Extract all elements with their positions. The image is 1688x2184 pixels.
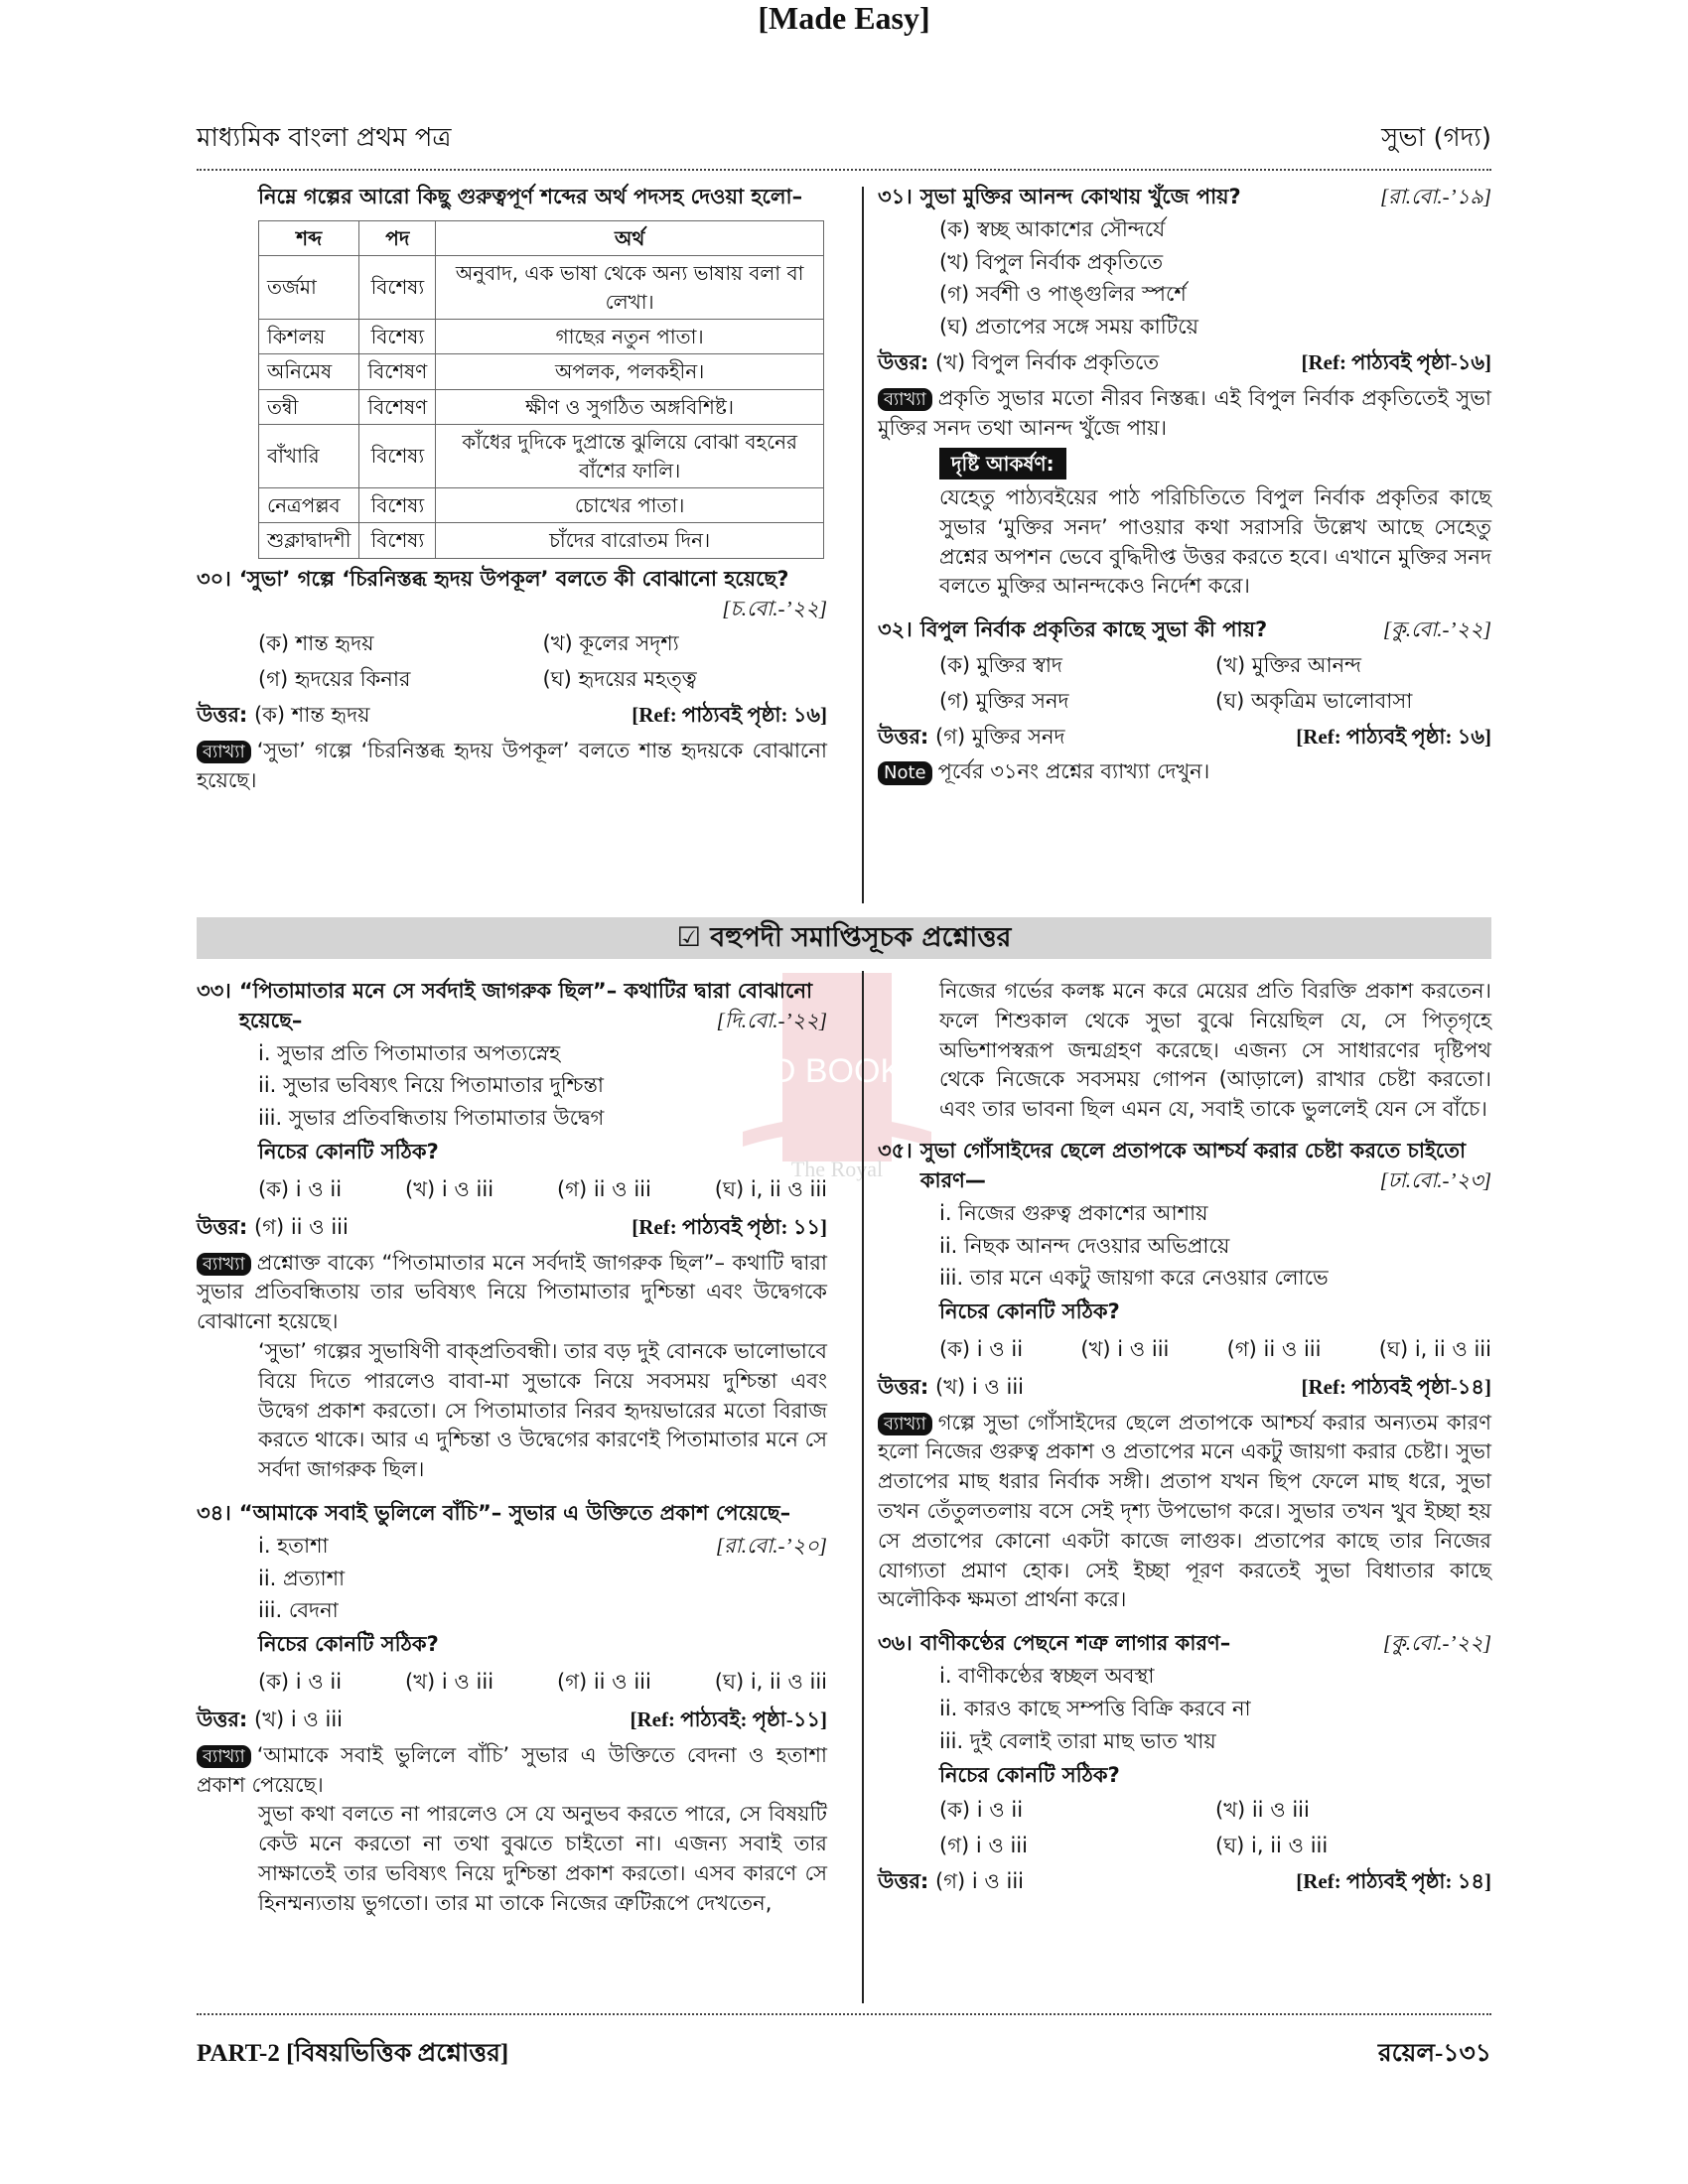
statement: i. বাণীকণ্ঠের স্বচ্ছল অবস্থা	[939, 1664, 1155, 1689]
question-text: “পিতামাতার মনে সে সর্বদাই জাগরুক ছিল”– কথাটির দ্বারা বোঝানো হয়েছে–	[238, 979, 813, 1032]
header-left: মাধ্যমিক বাংলা প্রথম পত্র	[197, 123, 452, 153]
question-source: [ঢা.বো.-’২৩]	[1379, 1167, 1491, 1192]
table-cell: কিশলয়	[259, 319, 359, 353]
statement: ii. প্রত্যাশা	[258, 1566, 346, 1590]
statement-text: i. হতাশা	[258, 1533, 329, 1558]
question-32	[878, 615, 1491, 645]
option: (খ) i ও iii	[405, 1670, 494, 1695]
word-meaning-table	[258, 220, 824, 559]
answer-ref: [Ref: পাঠ্যবই পৃষ্ঠা: ১১]	[632, 1214, 827, 1239]
table-cell: চাঁদের বারোতম দিন।	[436, 523, 824, 558]
footer-left: PART-2 [বিষয়ভিত্তিক প্রশ্নোত্তর]	[197, 2040, 509, 2067]
option: (গ) i ও iii	[939, 1834, 1028, 1858]
question-source: [রা.বো.-’২০]	[715, 1533, 827, 1558]
question-number: ৩৫।	[878, 1139, 913, 1163]
which-correct: নিচের কোনটি সঠিক?	[258, 1140, 439, 1164]
question-30	[197, 565, 827, 595]
header-center: [Made Easy]	[758, 0, 930, 36]
question-text: ‘সুভা’ গল্পে ‘চিরনিস্তব্ধ হৃদয় উপকূল’ বলতে কী বোঝানো হয়েছে?	[238, 566, 789, 591]
answer: (ক) শান্ত হৃদয়	[254, 702, 370, 727]
option: (ক) শান্ত হৃদয়	[258, 631, 374, 656]
explanation-badge: ব্যাখ্যা	[878, 388, 932, 411]
answer-row	[197, 1213, 827, 1243]
explanation-text: গল্পে সুভা গোঁসাইদের ছেলে প্রতাপকে আশ্চর্য করার অন্যতম কারণ হলো নিজের গুরুত্ব প্রকাশ ও প্রতাপের মনে একটু জায়গা করার চেষ্টা। সুভা প্রতাপের মাছ ধরার নির্বাক সঙ্গী। প্রতাপ যখন ছিপ ফেলে মাছ ধরে, সুভা তখন তেঁতুলতলায় বসে সেই দৃশ্য উপভোগ করে। সুভার তখন খুব ইচ্ছা হয় সে প্রতাপের কোনো একটা কাজে লাগুক। প্রতাপের কাছে তার নিজের যোগ্যতা প্রমাণ হোক। সেই ইচ্ছা পূরণ করতেই সুভা বিধাতার কাছে অলৌকিক ক্ষমতা প্রার্থনা করে।	[878, 1410, 1491, 1612]
option: (ক) i ও ii	[939, 1798, 1024, 1823]
question-text: সুভা গোঁসাইদের ছেলে প্রতাপকে আশ্চর্য করার চেষ্টা করতে চাইতো কারণ—	[919, 1139, 1467, 1192]
table-cell: বাঁখারি	[259, 425, 359, 488]
explanation-text: ‘সুভা’ গল্পের সুভাষিণী বাক্প্রতিবন্ধী। তার বড় দুই বোনকে ভালোভাবে বিয়ে দিতে পারলেও বাবা-মা সুভাকে নিয়ে সবসময় দুশ্চিন্তা এবং উদ্বেগ প্রকাশ করতো। সে পিতামাতার নিরব হৃদয়ভারের মতো বিরাজ করতে থাকে। আর এ দুশ্চিন্তা ও উদ্বেগের কারণেই পিতামাতার মনে সে সর্বদা জাগরুক ছিল।	[258, 1338, 827, 1482]
question-source: [চ.বো.-’২২]	[722, 596, 827, 620]
question-text: সুভা মুক্তির আনন্দ কোথায় খুঁজে পায়?	[919, 185, 1241, 208]
explanation-badge: ব্যাখ্যা	[878, 1413, 932, 1435]
table-row	[259, 487, 824, 522]
question-source: [কু.বো.-’২২]	[1382, 1631, 1491, 1656]
table-cell: বিশেষণ	[359, 354, 436, 389]
watermark-subtext: The Royal	[790, 1157, 884, 1181]
option: (ঘ) অকৃত্রিম ভালোবাসা	[1215, 688, 1413, 713]
options	[878, 1796, 1491, 1861]
option: (ক) স্বচ্ছ আকাশের সৌন্দর্যে	[939, 216, 1166, 241]
statement: iii. বেদনা	[258, 1598, 339, 1623]
answer: (খ) i ও iii	[935, 1374, 1025, 1399]
explanation-badge: ব্যাখ্যা	[197, 741, 251, 763]
table-row	[259, 425, 824, 488]
answer-ref: [Ref: পাঠ্যবই পৃষ্ঠা-১৪]	[1301, 1374, 1491, 1399]
explanation-text: প্রকৃতি সুভার মতো নীরব নিস্তব্ধ। এই বিপুল নির্বাক প্রকৃতিতেই সুভা মুক্তির সনদ তথা আনন্দ খুঁজে পায়।	[878, 385, 1491, 440]
option: (খ) i ও iii	[1080, 1336, 1170, 1361]
question-number: ৩২।	[878, 617, 913, 642]
answer-label: উত্তর:	[197, 1706, 248, 1731]
table-cell: নেত্রপল্লব	[259, 487, 359, 522]
table-cell: বিশেষ্য	[359, 487, 436, 522]
table-cell: শুক্লাদ্বাদশী	[259, 523, 359, 558]
option: (খ) কূলের সদৃশ্য	[542, 631, 679, 656]
attention-label: দৃষ্টি আকর্ষণ:	[939, 448, 1066, 479]
answer: (খ) বিপুল নির্বাক প্রকৃতিতে	[935, 350, 1160, 375]
table-cell: তন্বী	[259, 389, 359, 424]
option: (ঘ) i, ii ও iii	[714, 1176, 827, 1201]
statement: ii. নিছক আনন্দ দেওয়ার অভিপ্রায়ে	[939, 1233, 1230, 1258]
table-cell: অপলক, পলকহীন।	[436, 354, 824, 389]
question-number: ৩৬।	[878, 1631, 913, 1656]
option: (খ) মুক্তির আনন্দ	[1215, 652, 1362, 677]
table-row	[259, 319, 824, 353]
table-cell: চোখের পাতা।	[436, 487, 824, 522]
statement: iii. তার মনে একটু জায়গা করে নেওয়ার লোভে	[939, 1266, 1329, 1291]
option: (ঘ) i, ii ও iii	[1378, 1336, 1491, 1361]
header-rule	[197, 169, 1491, 171]
table-header: অর্থ	[436, 220, 824, 255]
answer-label: উত্তর:	[878, 1868, 929, 1893]
answer: (গ) i ও iii	[935, 1868, 1024, 1893]
explanation-badge: ব্যাখ্যা	[197, 1253, 251, 1276]
answer-label: উত্তর:	[878, 1374, 929, 1399]
table-row	[259, 389, 824, 424]
explanation-continued: নিজের গর্ভের কলঙ্ক মনে করে মেয়ের প্রতি বিরক্তি প্রকাশ করতেন। ফলে শিশুকাল থেকে সুভা বুঝে নিয়েছিল যে, সে পিতৃগৃহে অভিশাপস্বরূপ জন্মগ্রহণ করেছে। এজন্য সে সাধারণের দৃষ্টিপথ থেকে নিজেকে সবসময় গোপন (আড়ালে) রাখার চেষ্টা করতো। এবং তার ভাবনা ছিল এমন যে, সবাই তাকে ভুললেই যেন সে বাঁচে।	[939, 979, 1491, 1122]
option: (গ) সর্বশী ও পাঙ্গুলির স্পর্শে	[939, 282, 1187, 307]
explanation	[197, 1249, 827, 1337]
options	[197, 1668, 827, 1698]
table-cell: অনিমেষ	[259, 354, 359, 389]
option: (ক) i ও ii	[939, 1336, 1024, 1361]
explanation	[878, 384, 1491, 444]
table-row	[259, 354, 824, 389]
explanation-text: সুভা কথা বলতে না পারলেও সে যে অনুভব করতে পারে, সে বিষয়টি কেউ মনে করতো না তথা বুঝতে চাইতো না। এজন্য সবাই তার সাক্ষাতেই তার ভবিষ্যৎ নিয়ে দুশ্চিন্তা প্রকাশ করতো। এসব কারণে সে হিনম্মন্যতায় ভুগতো। তার মা তাকে নিজের ত্রুটিরূপে দেখতেন,	[258, 1802, 827, 1915]
question-text: “আমাকে সবাই ভুলিলে বাঁচি”– সুভার এ উক্তিতে প্রকাশ পেয়েছে–	[238, 1501, 791, 1525]
option: (গ) ii ও iii	[1226, 1336, 1322, 1361]
answer-ref: [Ref: পাঠ্যবই পৃষ্ঠা-১৬]	[1301, 350, 1491, 375]
table-cell: বিশেষ্য	[359, 425, 436, 488]
which-correct: নিচের কোনটি সঠিক?	[258, 1632, 439, 1657]
option: (ক) মুক্তির স্বাদ	[939, 652, 1062, 677]
right-column-top	[864, 183, 1491, 787]
question-34	[197, 1499, 827, 1529]
watermark-text: BD BOOKS	[749, 1052, 925, 1090]
option: (ঘ) i, ii ও iii	[1215, 1834, 1329, 1858]
answer-ref: [Ref: পাঠ্যবই পৃষ্ঠা: ১৬]	[632, 702, 827, 727]
option: (ঘ) হৃদয়ের মহত্ত্ব	[542, 667, 697, 692]
answer: (গ) ii ও iii	[254, 1214, 349, 1239]
left-column-bottom	[197, 977, 827, 1919]
table-row	[259, 256, 824, 320]
left-column-top	[197, 183, 827, 795]
option: (খ) ii ও iii	[1215, 1798, 1310, 1823]
note-badge: Note	[878, 761, 932, 784]
option: (খ) বিপুল নির্বাক প্রকৃতিতে	[939, 249, 1164, 274]
note	[878, 757, 1491, 787]
option: (গ) ii ও iii	[557, 1670, 651, 1695]
table-cell: ক্ষীণ ও সুগঠিত অঙ্গবিশিষ্ট।	[436, 389, 824, 424]
table-row	[259, 523, 824, 558]
statement: i. নিজের গুরুত্ব প্রকাশের আশায়	[939, 1200, 1208, 1225]
option: (গ) হৃদয়ের কিনার	[258, 667, 411, 692]
answer-label: উত্তর:	[878, 724, 929, 749]
option: (গ) ii ও iii	[557, 1176, 651, 1201]
answer-row	[878, 723, 1491, 752]
option: (ক) i ও ii	[258, 1670, 343, 1695]
statement	[197, 1532, 827, 1562]
statement: iii. সুভার প্রতিবন্ধিতায় পিতামাতার উদ্বেগ	[258, 1106, 605, 1131]
explanation-text: ‘সুভা’ গল্পে ‘চিরনিস্তব্ধ হৃদয় উপকূল’ বলতে শান্ত হৃদয়কে বোঝানো হয়েছে।	[197, 738, 827, 792]
answer-row	[878, 1867, 1491, 1897]
table-cell: বিশেষণ	[359, 389, 436, 424]
footer-rule	[197, 2013, 1491, 2015]
question-number: ৩৪।	[197, 1501, 231, 1525]
question-31	[878, 183, 1491, 212]
explanation	[197, 1741, 827, 1801]
footer-right: রয়েল-১৩১	[1377, 2040, 1491, 2067]
answer: (খ) i ও iii	[254, 1706, 344, 1731]
answer-label: উত্তর:	[197, 702, 248, 727]
explanation-badge: ব্যাখ্যা	[197, 1745, 251, 1768]
header-right: সুভা (গদ্য)	[1381, 123, 1491, 153]
answer-row	[878, 1373, 1491, 1403]
answer: (গ) মুক্তির সনদ	[935, 724, 1065, 749]
question-33	[197, 977, 827, 1036]
table-intro: নিম্নে গল্পের আরো কিছু গুরুত্বপূর্ণ শব্দের অর্থ পদসহ দেওয়া হলো–	[258, 185, 803, 208]
explanation-text: ‘আমাকে সবাই ভুলিলে বাঁচি’ সুভার এ উক্তিতে বেদনা ও হতাশা প্রকাশ পেয়েছে।	[197, 1742, 827, 1797]
question-number: ৩৩।	[197, 979, 231, 1003]
table-cell: কাঁধের দুদিকে দুপ্রান্তে ঝুলিয়ে বোঝা বহনের বাঁশের ফালি।	[436, 425, 824, 488]
answer-row	[878, 348, 1491, 378]
answer-label: উত্তর:	[197, 1214, 248, 1239]
answer-ref: [Ref: পাঠ্যবই: পৃষ্ঠা-১১]	[630, 1706, 827, 1731]
table-cell: বিশেষ্য	[359, 319, 436, 353]
options	[878, 651, 1491, 717]
options	[197, 629, 827, 695]
option: (ঘ) i, ii ও iii	[714, 1670, 827, 1695]
table-header: শব্দ	[259, 220, 359, 255]
explanation	[878, 1409, 1491, 1616]
options	[878, 1335, 1491, 1365]
question-source: [দি.বো.-’২২]	[716, 1008, 827, 1032]
answer-row	[197, 1706, 827, 1735]
question-text: বাণীকণ্ঠের পেছনে শত্রু লাগার কারণ–	[919, 1631, 1231, 1656]
statement: ii. সুভার ভবিষ্যৎ নিয়ে পিতামাতার দুশ্চিন্তা	[258, 1073, 604, 1098]
option: (ক) i ও ii	[258, 1176, 343, 1201]
note-text: পূর্বের ৩১নং প্রশ্নের ব্যাখ্যা দেখুন।	[937, 759, 1210, 784]
explanation	[197, 737, 827, 796]
answer-ref: [Ref: পাঠ্যবই পৃষ্ঠা: ১৬]	[1296, 724, 1491, 749]
section-title: ☑ বহুপদী সমাপ্তিসূচক প্রশ্নোত্তর	[197, 917, 1491, 959]
explanation-text: প্রশ্নোক্ত বাক্যে “পিতামাতার মনে সর্বদাই জাগরুক ছিল”– কথাটি দ্বারা সুভার প্রতিবন্ধিতায় তার ভবিষ্যৎ নিয়ে পিতামাতার দুশ্চিন্তা এবং উদ্বেগকে বোঝানো হয়েছে।	[197, 1250, 828, 1334]
question-text: বিপুল নির্বাক প্রকৃতির কাছে সুভা কী পায়?	[919, 617, 1268, 642]
option: (ঘ) প্রতাপের সঙ্গে সময় কাটিয়ে	[939, 315, 1199, 340]
table-cell: বিশেষ্য	[359, 523, 436, 558]
options	[197, 1175, 827, 1205]
table-cell: গাছের নতুন পাতা।	[436, 319, 824, 353]
statement: iii. দুই বেলাই তারা মাছ ভাত খায়	[939, 1728, 1216, 1753]
option: (গ) মুক্তির সনদ	[939, 688, 1069, 713]
statement: ii. কারও কাছে সম্পত্তি বিক্রি করবে না	[939, 1696, 1251, 1720]
option: (খ) i ও iii	[405, 1176, 494, 1201]
question-source: [রা.বো.-’১৯]	[1379, 185, 1491, 208]
question-36	[878, 1629, 1491, 1659]
table-cell: তর্জমা	[259, 256, 359, 320]
table-cell: বিশেষ্য	[359, 256, 436, 320]
answer-row	[197, 701, 827, 731]
question-35	[878, 1137, 1491, 1196]
answer-label: উত্তর:	[878, 350, 929, 375]
statement: i. সুভার প্রতি পিতামাতার অপত্যস্নেহ	[258, 1040, 561, 1065]
question-number: ৩১।	[878, 185, 913, 208]
question-number: ৩০।	[197, 566, 231, 591]
table-header: পদ	[359, 220, 436, 255]
attention-text: যেহেতু পাঠ্যবইয়ের পাঠ পরিচিতিতে বিপুল নির্বাক প্রকৃতির কাছে সুভার ‘মুক্তির সনদ’ পাওয়ার কথা সরাসরি উল্লেখ আছে সেহেতু প্রশ্নের অপশন ভেবে বুদ্ধিদীপ্ত উত্তর করতে হবে। এখানে মুক্তির সনদ বলতে মুক্তির আনন্দকেও নির্দেশ করে।	[939, 484, 1491, 599]
table-cell: অনুবাদ, এক ভাষা থেকে অন্য ভাষায় বলা বা লেখা।	[436, 256, 824, 320]
right-column-bottom	[864, 977, 1491, 1897]
which-correct: নিচের কোনটি সঠিক?	[939, 1299, 1120, 1324]
answer-ref: [Ref: পাঠ্যবই পৃষ্ঠা: ১৪]	[1296, 1868, 1491, 1893]
which-correct: নিচের কোনটি সঠিক?	[939, 1762, 1120, 1787]
question-source: [কু.বো.-’২২]	[1382, 617, 1491, 642]
